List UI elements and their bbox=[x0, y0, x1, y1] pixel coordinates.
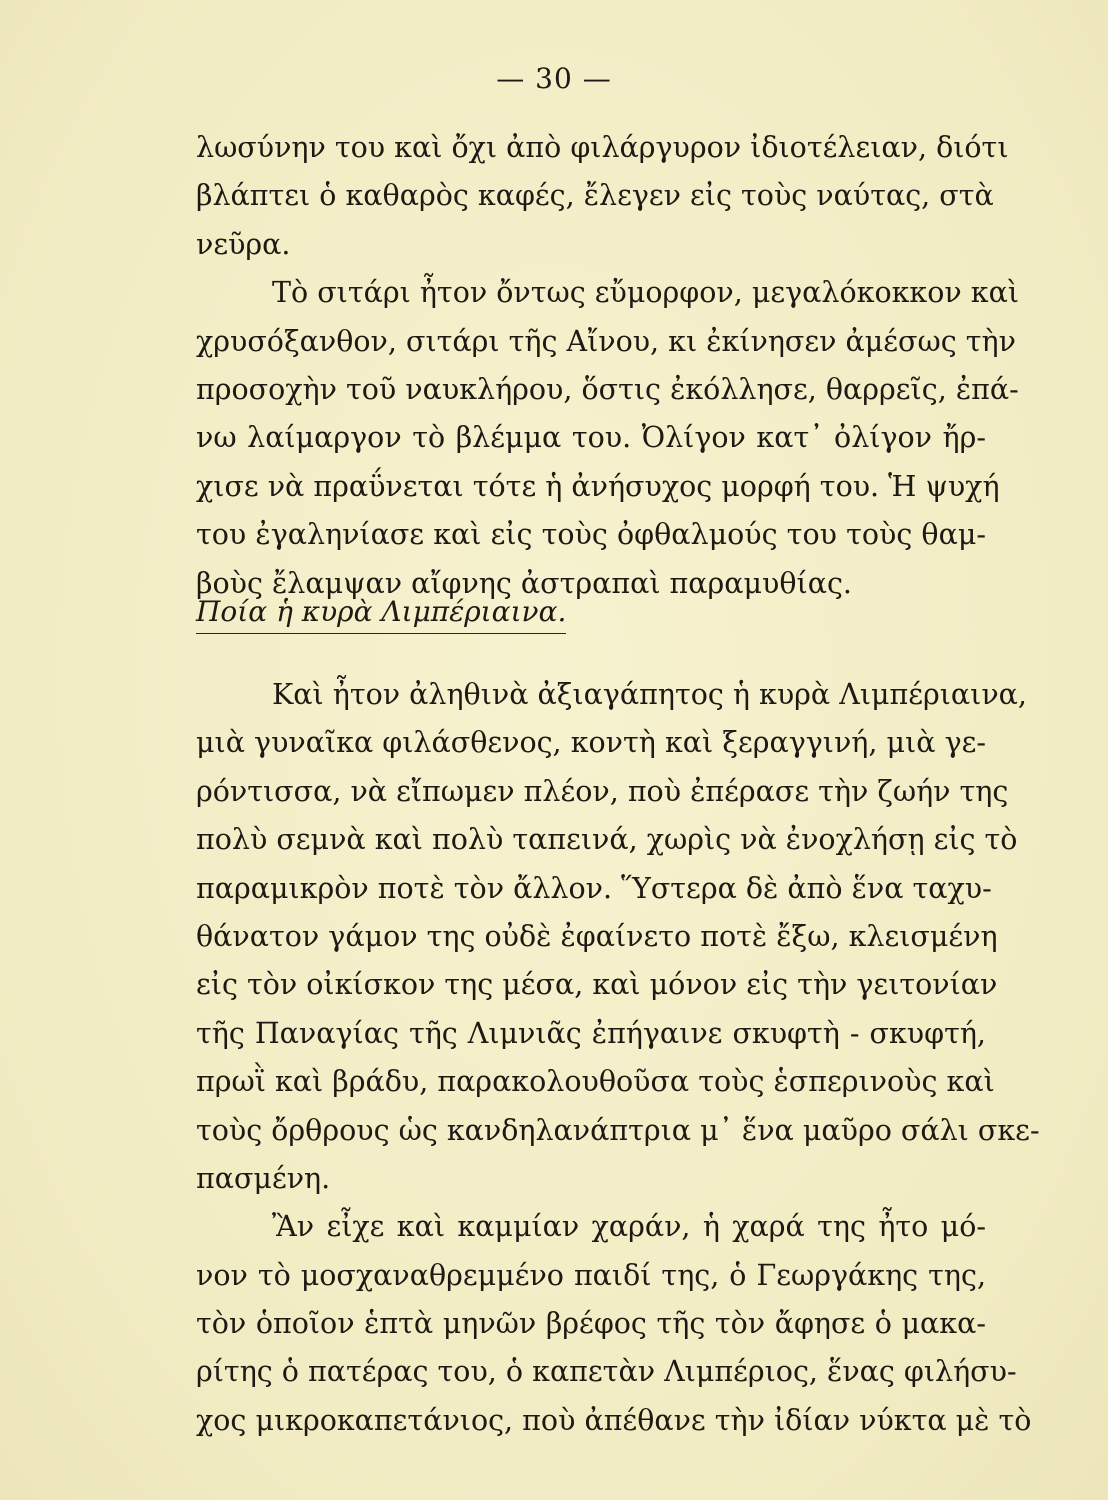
text-line: χος μικροκαπετάνιος, ποὺ ἀπέθανε τὴν ἰδίαν νύκτα μὲ τὸ bbox=[196, 1403, 1032, 1437]
text-line: βοὺς ἔλαμψαν αἴφνης ἀστραπαὶ παραμυθίας. bbox=[196, 566, 852, 600]
text-line: ρόντισσα, νὰ εἴπωμεν πλέον, ποὺ ἐπέρασε τὴν ζωήν της bbox=[196, 774, 1009, 808]
text-line: τὸν ὁποῖον ἑπτὰ μηνῶν βρέφος τῆς τὸν ἄφησε ὁ μακα- bbox=[196, 1307, 986, 1341]
text-line: του ἐγαληνίασε καὶ εἰς τοὺς ὀφθαλμούς του τοὺς θαμ- bbox=[196, 518, 986, 552]
text-line: Καὶ ἦτον ἀληθινὰ ἀξιαγάπητος ἡ κυρὰ Λιμπέριαινα, bbox=[272, 678, 1027, 711]
page-number: — 30 — bbox=[496, 62, 612, 95]
text-line: θάνατον γάμον της οὐδὲ ἐφαίνετο ποτὲ ἔξω, κλεισμένη bbox=[196, 919, 998, 953]
paragraph-group-middle bbox=[196, 671, 1040, 1445]
paragraph-group-top bbox=[196, 124, 1019, 608]
text-line: νεῦρα. bbox=[196, 227, 291, 261]
text-line: παραμικρὸν ποτὲ τὸν ἄλλον. Ὕστερα δὲ ἀπὸ ἕνα ταχυ- bbox=[196, 871, 992, 905]
text-line: χισε νὰ πραΰνεται τότε ἡ ἀνήσυχος μορφή του. Ἡ ψυχή bbox=[196, 469, 1000, 503]
text-line: προσοχὴν τοῦ ναυκλήρου, ὅστις ἐκόλλησε, θαρρεῖς, ἐπά- bbox=[196, 372, 1019, 406]
text-line: νον τὸ μοσχαναθρεμμένο παιδί της, ὁ Γεωργάκης της, bbox=[196, 1258, 986, 1292]
text-line: πασμένη. bbox=[196, 1161, 331, 1195]
text-line: πολὺ σεμνὰ καὶ πολὺ ταπεινά, χωρὶς νὰ ἐνοχλήσῃ εἰς τὸ bbox=[196, 823, 1018, 857]
text-line: τῆς Παναγίας τῆς Λιμνιᾶς ἐπήγαινε σκυφτὴ - σκυφτή, bbox=[196, 1016, 986, 1050]
section-heading: Ποία ἡ κυρὰ Λιμπέριαινα. bbox=[196, 592, 566, 634]
text-line: Ἂν εἶχε καὶ καμμίαν χαράν, ἡ χαρά της ἦτο μό- bbox=[272, 1210, 986, 1244]
text-line: Τὸ σιτάρι ἦτον ὄντως εὔμορφον, μεγαλόκοκκον καὶ bbox=[272, 276, 1019, 310]
text-line: τοὺς ὄρθρους ὡς κανδηλανάπτρια μ᾽ ἕνα μαῦρο σάλι σκε- bbox=[196, 1113, 1040, 1147]
text-line: χρυσόξανθον, σιτάρι τῆς Αἴνου, κι ἐκίνησεν ἀμέσως τὴν bbox=[196, 324, 1016, 358]
text-line: μιὰ γυναῖκα φιλάσθενος, κοντὴ καὶ ξεραγγινή, μιὰ γε- bbox=[196, 726, 986, 760]
text-line: νω λαίμαργον τὸ βλέμμα του. Ὀλίγον κατ᾽ ὀλίγον ἤρ- bbox=[196, 421, 986, 455]
text-line: εἰς τὸν οἰκίσκον της μέσα, καὶ μόνον εἰς τὴν γειτονίαν bbox=[196, 968, 998, 1002]
text-line: λωσύνην του καὶ ὄχι ἀπὸ φιλάργυρον ἰδιοτέλειαν, διότι bbox=[196, 131, 1009, 164]
text-line: ρίτης ὁ πατέρας του, ὁ καπετὰν Λιμπέριος, ἕνας φιλήσυ- bbox=[196, 1355, 1017, 1389]
text-line: βλάπτει ὁ καθαρὸς καφές, ἔλεγεν εἰς τοὺς ναύτας, στὰ bbox=[196, 179, 994, 213]
text-line: πρωῒ καὶ βράδυ, παρακολουθοῦσα τοὺς ἑσπερινοὺς καὶ bbox=[196, 1065, 995, 1099]
